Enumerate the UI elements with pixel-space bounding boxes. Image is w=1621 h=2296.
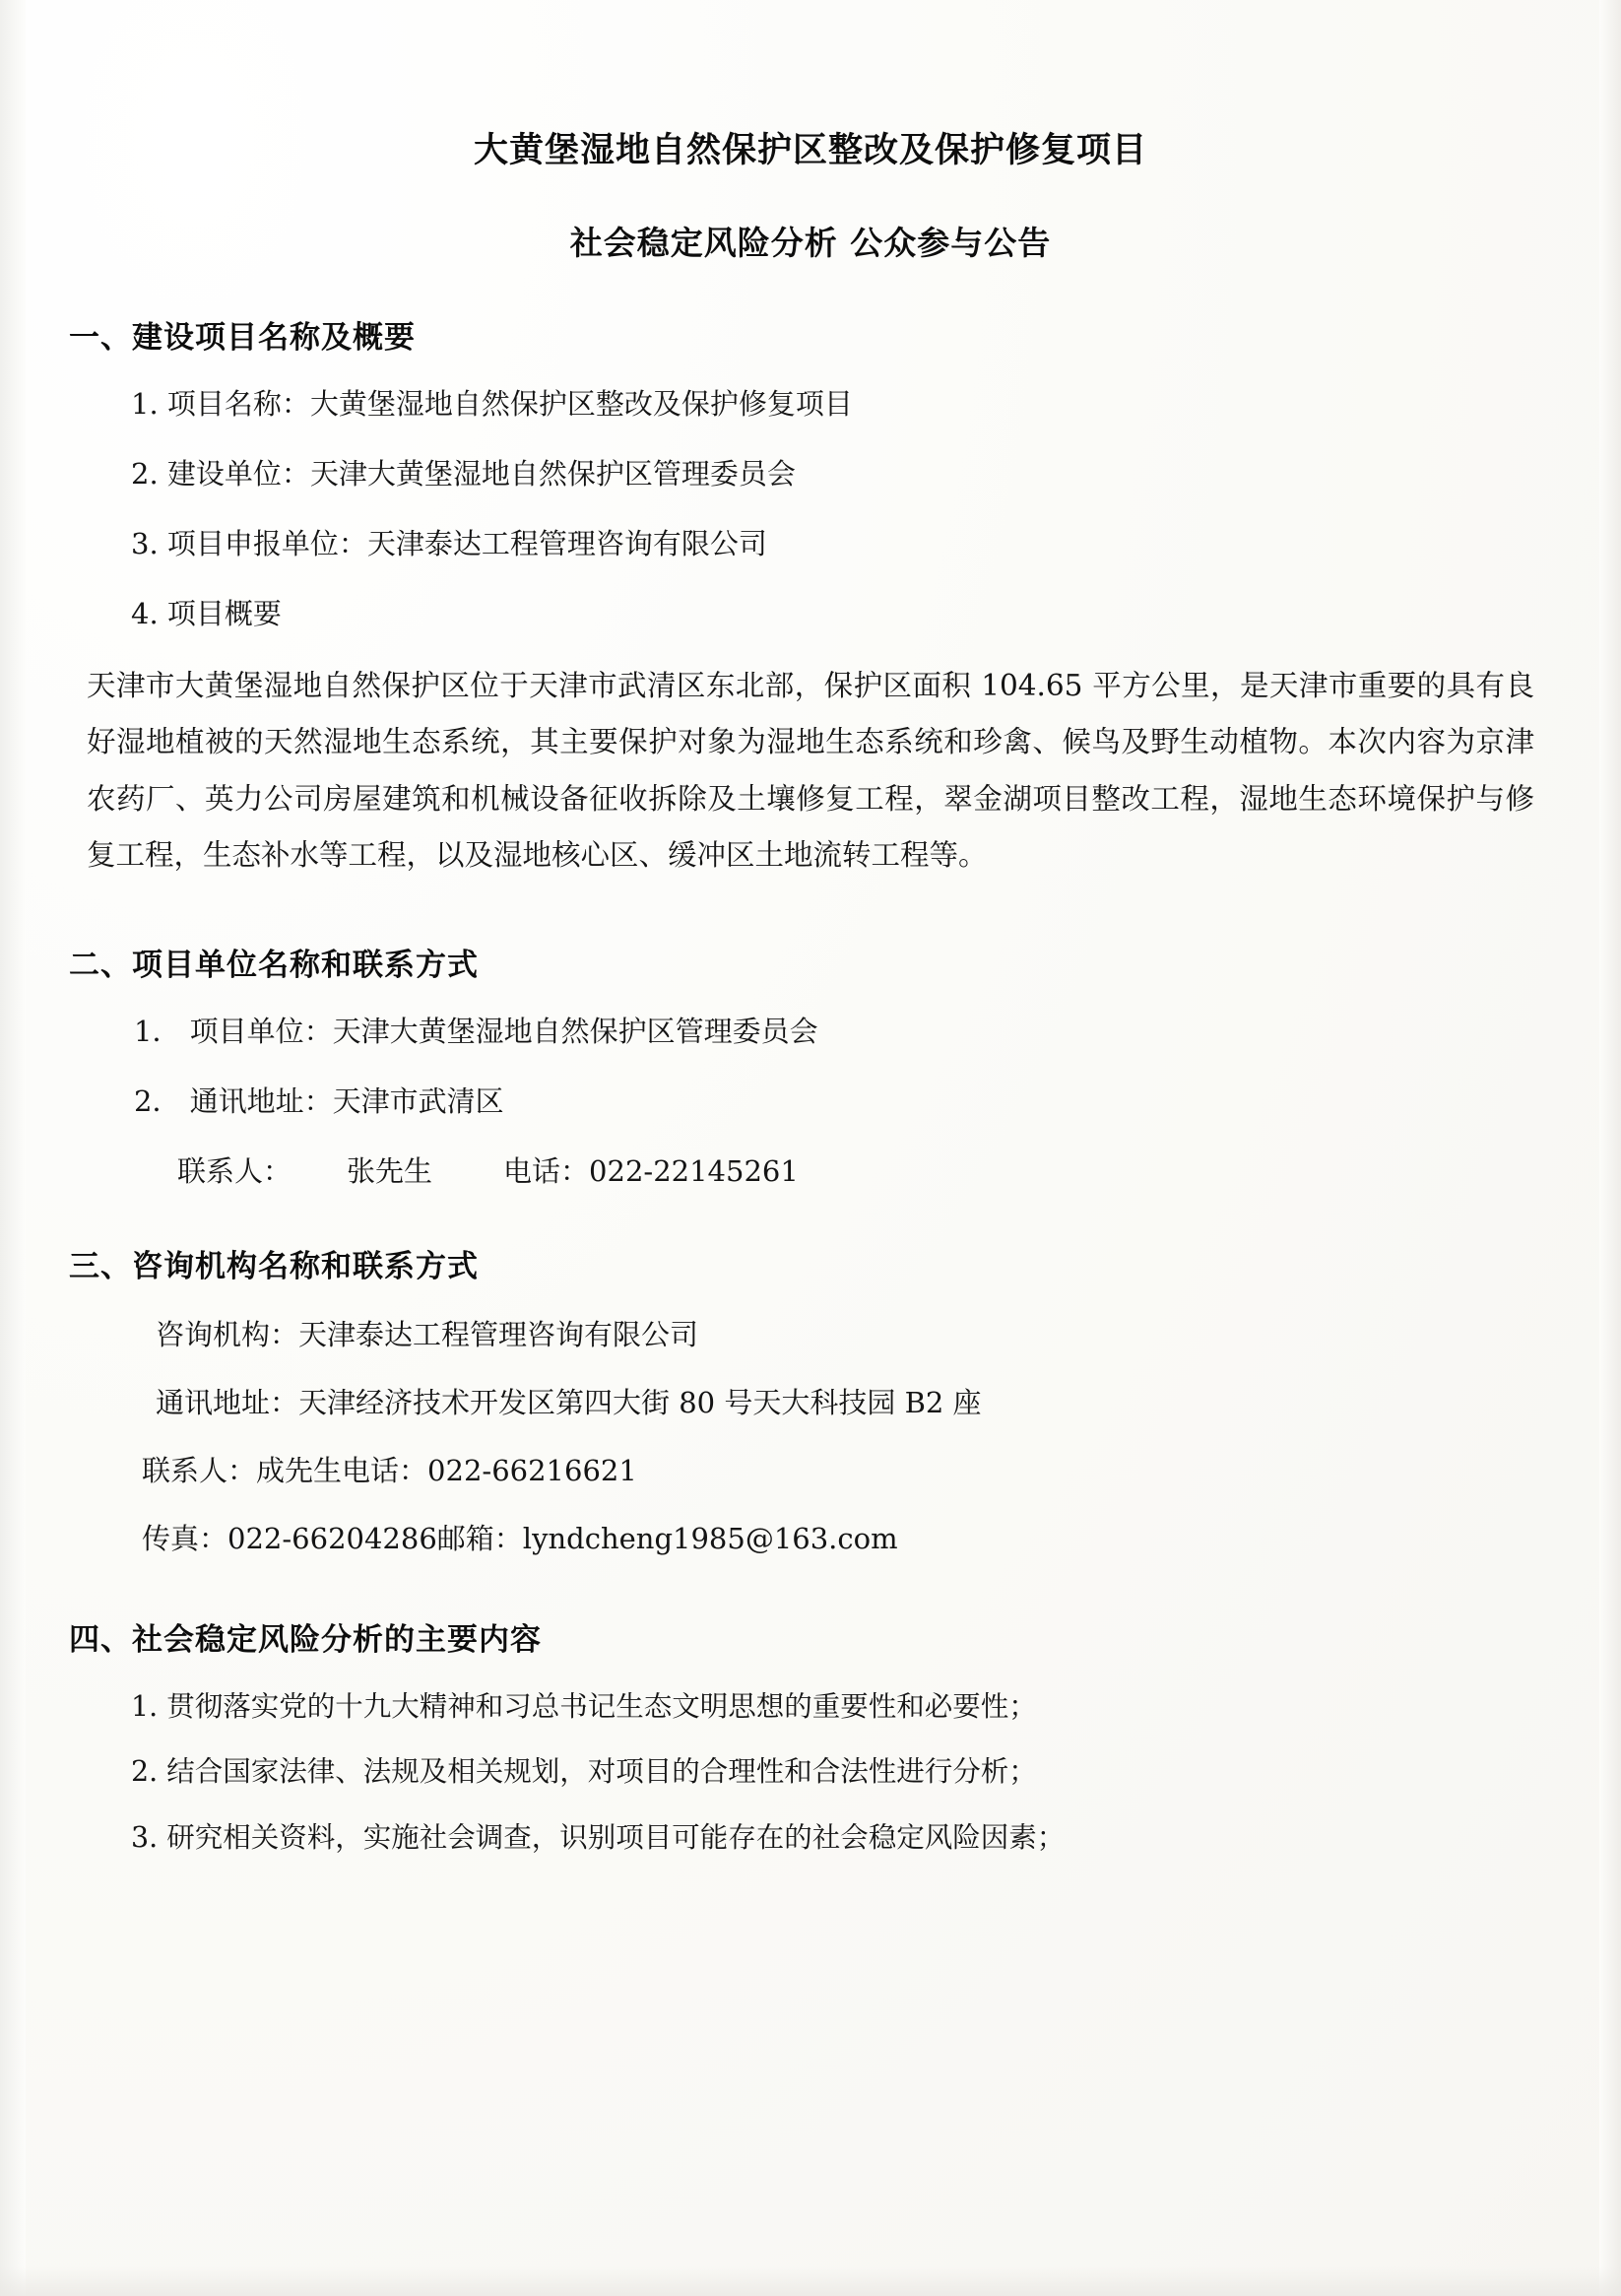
section-4-item-3: 3. 研究相关资料，实施社会调查，识别项目可能存在的社会稳定风险因素； [131,1821,1066,1855]
section-3-phone-value: 022-66216621 [427,1453,637,1487]
section-1-item-4: 4. 项目概要 [131,596,282,630]
section-1-paragraph: 天津市大黄堡湿地自然保护区位于天津市武清区东北部，保护区面积 104.65 平方公里，是天津市重要的具有良好湿地植被的天然湿地生态系统，其主要保护对象为湿地生态系统和珍禽、候鸟及野生动植物。本次内容为京津农药厂、英力公司房屋建筑和机械设备征收拆除及土壤修复工程，翠金湖项目整改工程，湿地生态环境保护与修复工程，生态补水等工程，以及湿地核心区、缓冲区土地流转工程等。 [87,668,1534,873]
page-edge-right [1599,0,1621,2296]
page-title: 大黄堡湿地自然保护区整改及保护修复项目 [473,130,1147,170]
section-3-address-label: 通讯地址： [156,1385,299,1419]
page-subtitle: 社会稳定风险分析 公众参与公告 [569,224,1052,262]
section-1-item-3: 3. 项目申报单位：天津泰达工程管理咨询有限公司 [131,526,767,560]
section-4-item-2: 2. 结合国家法律、法规及相关规划，对项目的合理性和合法性进行分析； [131,1755,1037,1789]
section-1-item-1: 1. 项目名称：大黄堡湿地自然保护区整改及保护修复项目 [131,387,853,421]
section-heading-3: 三、咨询机构名称和联系方式 [69,1248,479,1284]
document-content [69,0,1534,1860]
section-3-contact-line [142,1449,1534,1489]
section-3-address-line [156,1381,1534,1421]
section-heading-4: 四、社会稳定风险分析的主要内容 [69,1621,542,1658]
section-3-person-value: 成先生 [256,1453,343,1487]
section-2-contact-person-value: 张先生 [347,1153,433,1188]
section-2-item-2: 2． 通讯地址：天津市武清区 [134,1083,504,1118]
section-3-agency-label: 咨询机构： [156,1317,299,1351]
section-3-email-value: lyndcheng1985@163.com [522,1521,898,1555]
section-2-phone-value: 022-22145261 [589,1153,799,1188]
section-3-address-value: 天津经济技术开发区第四大街 80 号天大科技园 B2 座 [298,1385,982,1419]
section-2-item-1: 1． 项目单位：天津大黄堡湿地自然保护区管理委员会 [134,1014,818,1048]
section-2-contact-person-label: 联系人： [177,1153,292,1188]
section-2-contact-line [177,1149,1534,1190]
section-3-email-label: 邮箱： [436,1521,523,1555]
section-2-phone-label: 电话： [503,1153,590,1188]
section-4-item-1: 1. 贯彻落实党的十九大精神和习总书记生态文明思想的重要性和必要性； [131,1689,1037,1723]
section-3-fax-value: 022-66204286 [227,1521,437,1555]
section-heading-1: 一、建设项目名称及概要 [69,320,416,356]
section-3-person-label: 联系人： [142,1453,257,1487]
page-edge-bottom [0,2266,1621,2296]
section-3-agency-line [156,1313,1534,1353]
section-1-item-2: 2. 建设单位：天津大黄堡湿地自然保护区管理委员会 [131,456,796,491]
section-3-phone-label: 电话： [342,1453,428,1487]
page-edge-left [0,0,26,2296]
section-3-fax-email-line [142,1517,1534,1557]
section-heading-2: 二、项目单位名称和联系方式 [69,947,479,983]
section-3-fax-label: 传真： [142,1521,228,1555]
section-3-agency-value: 天津泰达工程管理咨询有限公司 [298,1317,699,1351]
